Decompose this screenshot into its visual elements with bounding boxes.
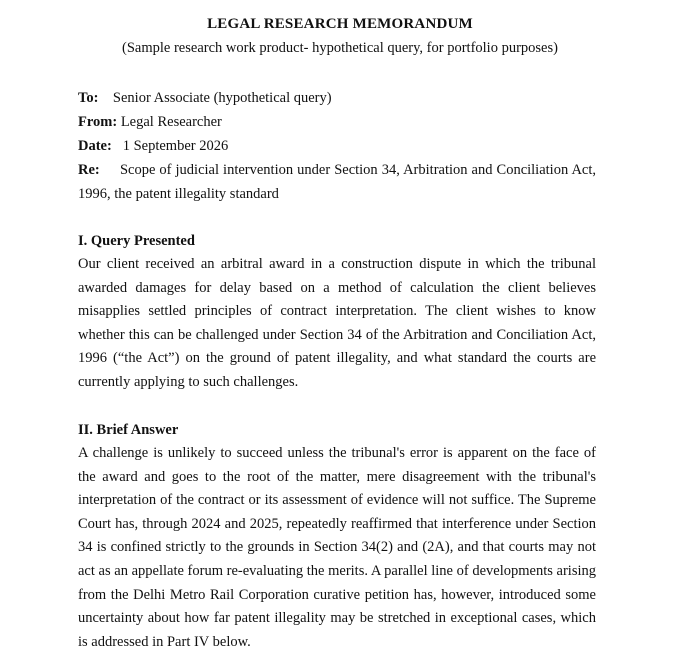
- section-body: Our client received an arbitral award in a construction dispute in which the tribunal awarded damages for delay based on a method of calculation the client believes misapplies settled principles of contract interpretation. The client wishes to know whether this can be challenged under Section 34 of the Arbitration and Conciliation Act, 1996 (“the Act”) on the ground of patent illegality, and what standard the courts are currently applying to such challenges.: [78, 256, 596, 390]
- section-body: A challenge is unlikely to succeed unless the tribunal's error is apparent on the face of the award and goes to the root of the matter, mere disagreement with the tribunal's interpretation of the contract or its assessment of evidence will not suffice. The Supreme Court has, through 2024 and 2025, repeatedly reaffirmed that interference under Section 34 is confined strictly to the grounds in Section 34(2) and (2A), and that courts may not act as an appellate forum re-evaluating the merits. A parallel line of developments arising from the Delhi Metro Rail Corporation curative petition has, however, introduced some uncertainty about how far patent illegality may be stretched in exceptional cases, which is addressed in Part IV below.: [78, 445, 596, 650]
- memo-header-block: [78, 86, 596, 206]
- section-query-presented: [78, 229, 596, 395]
- memo-subtitle: (Sample research work product- hypothetical query, for portfolio purposes): [122, 40, 558, 56]
- memo-re-value: Scope of judicial intervention under Section 34, Arbitration and Conciliation Act, 1996, the patent illegality standard: [78, 162, 596, 202]
- memo-from-label: From:: [78, 114, 118, 130]
- memo-date-value: 1 September 2026: [122, 138, 229, 154]
- memo-date-label: Date:: [78, 138, 112, 154]
- memo-title: LEGAL RESEARCH MEMORANDUM: [207, 16, 473, 32]
- section-brief-answer: [78, 418, 596, 654]
- memo-from-value: Legal Researcher: [120, 114, 222, 130]
- memo-to-label: To:: [78, 90, 99, 106]
- section-heading: I. Query Presented: [78, 233, 195, 249]
- memo-from-row: [78, 110, 596, 134]
- section-heading: II. Brief Answer: [78, 422, 179, 438]
- memo-re-row: [78, 158, 596, 206]
- memo-to-row: [78, 86, 596, 110]
- memo-date-row: [78, 134, 596, 158]
- memo-re-label: Re:: [78, 162, 100, 178]
- memo-to-value: Senior Associate (hypothetical query): [112, 90, 332, 106]
